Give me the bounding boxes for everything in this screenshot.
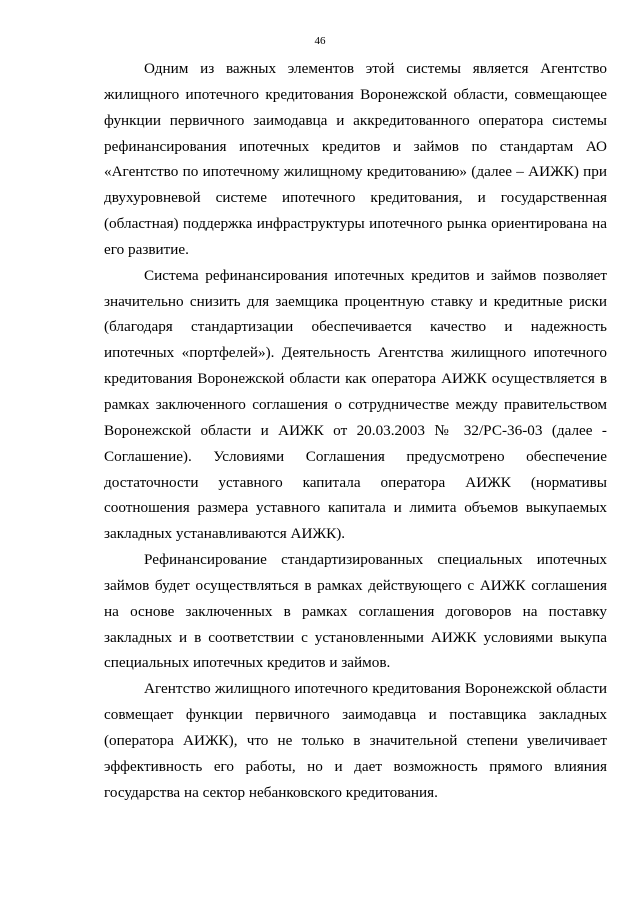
paragraph-1: Одним из важных элементов этой системы является Агентство жилищного ипотечного кредитования Воронежской области, совмещающее функции первичного заимодавца и аккредитованного оператора системы рефинансирования ипотечных кредитов и займов по стандартам АО «Агентство по ипотечному жилищному кредитованию» (далее – АИЖК) при двухуровневой системе ипотечного кредитования, и государственная (областная) поддержка инфраструктуры ипотечного рынка ориентирована на его развитие. bbox=[104, 60, 607, 258]
body-text bbox=[104, 56, 607, 805]
page-number: 46 bbox=[314, 35, 326, 47]
paragraph-2: Система рефинансирования ипотечных кредитов и займов позволяет значительно снизить для заемщика процентную ставку и кредитные риски (благодаря стандартизации обеспечивается качество и надежность ипотечных «портфелей»). Деятельность Агентства жилищного ипотечного кредитования Воронежской области как оператора АИЖК осуществляется в рамках заключенного соглашения о сотрудничестве между правительством Воронежской области и АИЖК от 20.03.2003 № 32/РС-36-03 (далее - Соглашение). Условиями Соглашения предусмотрено обеспечение достаточности уставного капитала оператора АИЖК (нормативы соотношения размера уставного капитала и лимита объемов выкупаемых закладных устанавливаются АИЖК). bbox=[104, 266, 607, 543]
paragraph-4: Агентство жилищного ипотечного кредитования Воронежской области совмещает функции первичного заимодавца и поставщика закладных (оператора АИЖК), что не только в значительной степени увеличивает эффективность его работы, но и дает возможность прямого влияния государства на сектор небанковского кредитования. bbox=[104, 680, 607, 801]
paragraph-3: Рефинансирование стандартизированных специальных ипотечных займов будет осуществляться в рамках действующего с АИЖК соглашения на основе заключенных в рамках соглашения договоров на поставку закладных и в соответствии с установленными АИЖК условиями выкупа специальных ипотечных кредитов и займов. bbox=[104, 551, 607, 672]
